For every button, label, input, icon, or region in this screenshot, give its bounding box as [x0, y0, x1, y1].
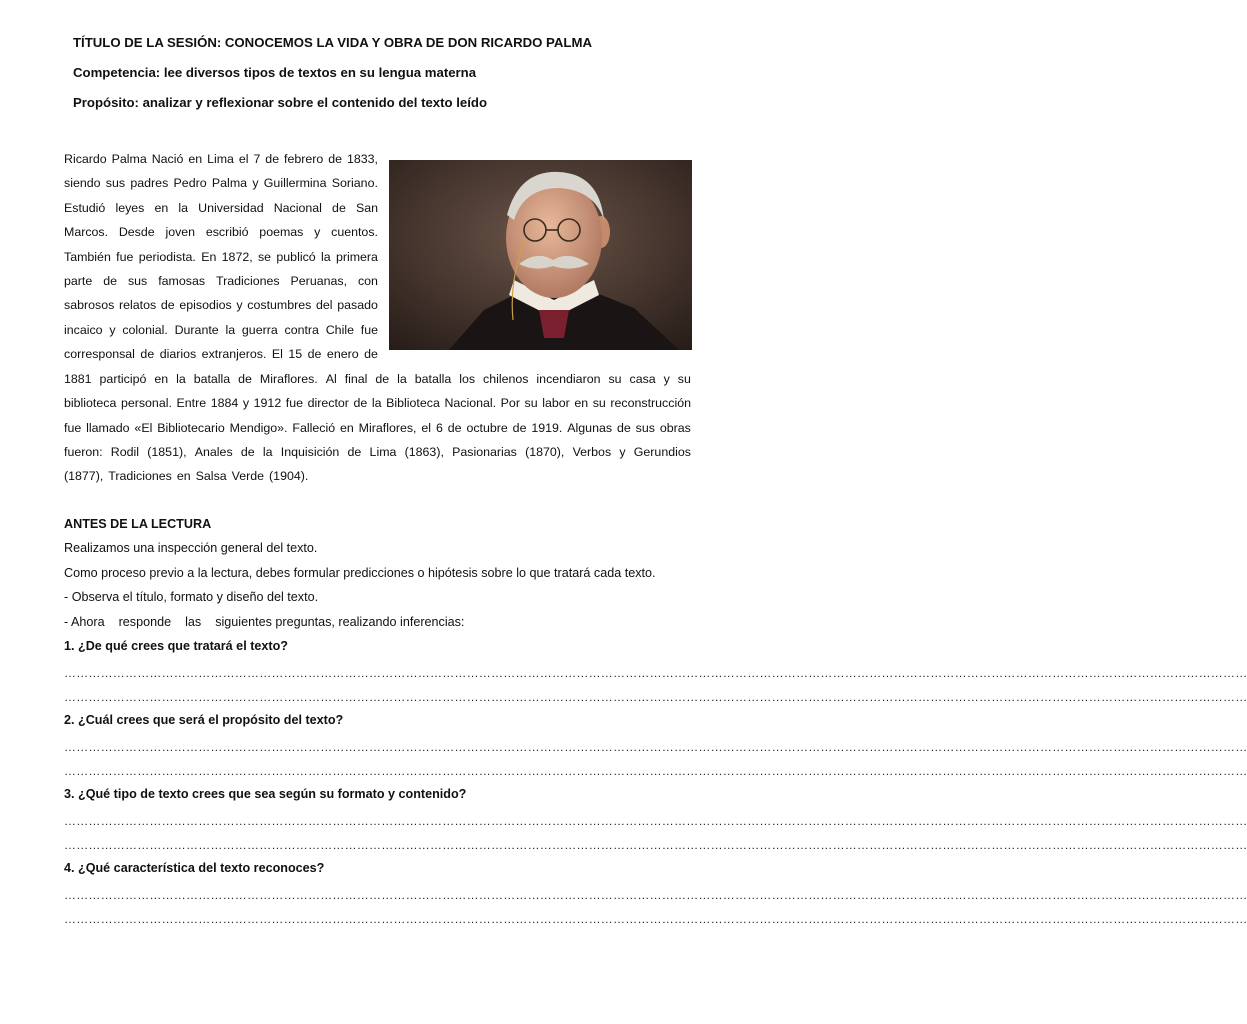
biography-word: de [140, 347, 155, 362]
biography-word: de [616, 420, 631, 435]
biography-word: publicó [276, 249, 316, 264]
biography-word: Verbos [572, 444, 612, 459]
biography-word: chilenos [483, 372, 529, 386]
biography-word: extranjeros. [201, 347, 267, 362]
question-1: 1. ¿De qué crees que tratará el texto? [64, 639, 288, 653]
biography-line [64, 296, 378, 314]
biography-word: sus [635, 420, 655, 435]
biography-word: y [109, 322, 116, 337]
antes-de-la-lectura-heading: ANTES DE LA LECTURA [64, 517, 212, 531]
biography-word: Miraflores, [358, 420, 417, 435]
biography-word: Soriano. [331, 176, 378, 191]
biography-word: de [307, 347, 322, 362]
biography-word: (1851), [147, 444, 187, 459]
biography-word: de [265, 152, 280, 166]
biography-word: 1881 [64, 372, 92, 386]
biography-word: Peruanas, [290, 274, 348, 288]
biography-word: poemas [259, 225, 304, 240]
biography-word: 1884 [210, 396, 239, 411]
biography-word: en [154, 372, 169, 386]
biography-word: colonial. [122, 322, 168, 337]
biography-word: famosas [158, 274, 206, 288]
biography-word: 1919. [531, 420, 563, 435]
biography-word: director [307, 396, 349, 411]
answer-line[interactable]: ………………………………………………………………………………………………………………………………………………………………………………………………………………………………………………………………… [64, 814, 1247, 828]
biography-word: Pedro [173, 176, 207, 191]
biography-word: la [371, 396, 382, 411]
biography-word: 1912 [253, 396, 282, 411]
biography-word: periodista. [138, 249, 196, 264]
biography-word: fue [285, 396, 304, 411]
biography-word: Desde [118, 225, 155, 240]
biography-word: joven [165, 225, 196, 240]
biography-word: con [357, 274, 378, 288]
biography-word: de [160, 298, 175, 313]
biography-word: casa [629, 372, 656, 386]
question-4: 4. ¿Qué característica del texto reconoces? [64, 861, 325, 875]
biography-word: su [677, 372, 691, 386]
biography-word: diarios [159, 347, 197, 362]
biography-word: 1833, [346, 152, 378, 166]
instruction-paragraph-4: - Ahora responde las siguientes preguntas, realizando inferencias: [64, 615, 465, 629]
biography-word: Universidad [198, 200, 264, 215]
biography-word: fue [360, 322, 378, 337]
biography-word: Nacional. [444, 396, 497, 411]
biography-word: llamado [86, 420, 130, 435]
biography-word: padres [130, 176, 169, 191]
biography-word: participó [99, 372, 147, 386]
biography-word: sus [105, 176, 126, 191]
biography-word: y [252, 176, 259, 191]
biography-word: su [524, 396, 538, 411]
biography-word: En [201, 249, 217, 264]
biography-word: Inquisición [280, 444, 340, 459]
biography-word: y [314, 225, 321, 240]
biography-word: y [242, 396, 250, 411]
biography-word: Biblioteca [386, 396, 440, 411]
biography-word: Nació [151, 152, 184, 166]
biography-line [64, 419, 691, 437]
biography-word: Rodil [110, 444, 140, 459]
biography-word: de [332, 200, 346, 215]
biography-word: San [355, 200, 378, 215]
biography-word: de [375, 372, 390, 386]
instruction-paragraph-3: - Observa el título, formato y diseño del texto. [64, 590, 319, 604]
biography-word: Entre [176, 396, 207, 411]
biography-word: Por [500, 396, 520, 411]
biography-word: y [619, 444, 626, 459]
biography-word: en [176, 469, 191, 484]
biography-word: biblioteca [64, 396, 117, 411]
answer-line[interactable]: ………………………………………………………………………………………………………………………………………………………………………………………………………………………………………………………………… [64, 740, 1247, 754]
biography-word: de [238, 372, 252, 386]
biography-word: de [447, 420, 462, 435]
biography-word: cuentos. [331, 225, 378, 240]
biography-word: Lima [207, 152, 234, 166]
biography-word: febrero [284, 152, 324, 166]
question-3: 3. ¿Qué tipo de texto crees que sea según su formato y contenido? [64, 787, 467, 801]
biography-line [64, 394, 691, 412]
biography-line [64, 223, 378, 241]
biography-word: y [663, 372, 670, 386]
biography-word: Mendigo». [229, 420, 288, 435]
biography-word: labor [542, 396, 570, 411]
biography-word: 1872, [221, 249, 253, 264]
biography-word: leyes [115, 200, 145, 215]
biography-word: Gerundios [633, 444, 691, 459]
biography-word: el [238, 152, 249, 166]
biography-word: (1877), [64, 469, 104, 484]
biography-word: Verde [231, 469, 265, 484]
biography-word: El [271, 347, 283, 362]
biography-word: Guillermina [263, 176, 327, 191]
biography-line [64, 150, 378, 168]
biography-word: de [103, 274, 117, 288]
biography-word: de [512, 420, 527, 435]
biography-word: sus [127, 274, 148, 288]
biography-line [64, 199, 378, 217]
biography-word: se [257, 249, 272, 264]
biography-line [64, 321, 378, 339]
biography-word: la [320, 249, 331, 264]
question-2: 2. ¿Cuál crees que será el propósito del texto? [64, 713, 344, 727]
biography-word: Anales [194, 444, 233, 459]
biography-word: 6 [435, 420, 443, 435]
biography-word: reconstrucción [610, 396, 691, 411]
biography-word: fue [116, 249, 134, 264]
biography-word: Durante [174, 322, 219, 337]
biography-word: episodios [179, 298, 232, 313]
biography-word: Algunas [567, 420, 613, 435]
answer-line[interactable]: ………………………………………………………………………………………………………………………………………………………………………………………………………………………………………………………………… [64, 666, 1247, 680]
ricardo-palma-portrait [389, 160, 692, 350]
biography-word: en [339, 420, 354, 435]
biography-word: el [421, 420, 432, 435]
biography-word: la [176, 372, 186, 386]
biography-word: primera [335, 249, 378, 264]
biography-word: 15 [288, 347, 303, 362]
biography-word: y [236, 298, 243, 313]
biography-word: incaico [64, 322, 103, 337]
biography-word: Marcos. [64, 225, 109, 240]
biography-line [64, 467, 691, 485]
biography-word: su [608, 372, 622, 386]
biography-word: fueron: [64, 444, 103, 459]
biography-word: Tradiciones [108, 469, 172, 484]
biography-word: los [459, 372, 476, 386]
biography-word: batalla [193, 372, 231, 386]
biography-word: la [397, 372, 407, 386]
answer-line[interactable]: ………………………………………………………………………………………………………………………………………………………………………………………………………………………………………………………………… [64, 838, 1247, 852]
biography-word: Palma [111, 152, 147, 166]
biography-word: batalla [414, 372, 452, 386]
biography-word: incendiaron [536, 372, 601, 386]
instruction-paragraph-1: Realizamos una inspección general del texto. [64, 541, 318, 555]
biography-line [64, 272, 378, 290]
biography-word: la [178, 200, 189, 215]
biography-word: (1863), [404, 444, 444, 459]
biography-word: Ricardo [64, 152, 107, 166]
biography-line [64, 174, 378, 192]
biography-word: de [328, 152, 343, 166]
biography-word: Salsa [195, 469, 227, 484]
biography-word: relatos [118, 298, 157, 313]
biography-word: (1904). [269, 469, 309, 484]
biography-word: Bibliotecario [157, 420, 225, 435]
biography-word: 7 [253, 152, 261, 166]
biography-line [64, 443, 691, 461]
biography-word: Falleció [292, 420, 336, 435]
biography-word: sabrosos [64, 298, 115, 313]
biography-word: Pasionarias [452, 444, 517, 459]
biography-word: fue [64, 420, 82, 435]
biography-word: Nacional [273, 200, 322, 215]
biography-word: final [344, 372, 368, 386]
biography-word: siendo [64, 176, 101, 191]
biography-word: escribió [205, 225, 249, 240]
biography-word: (1870), [525, 444, 565, 459]
biography-word: su [592, 396, 606, 411]
biography-word: guerra [241, 322, 278, 337]
biography-word: la [262, 444, 273, 459]
biography-word: Miraflores. [259, 372, 318, 386]
biography-word: También [64, 249, 111, 264]
answer-line[interactable]: ………………………………………………………………………………………………………………………………………………………………………………………………………………………………………………………………… [64, 764, 1247, 778]
biography-word: octubre [466, 420, 508, 435]
biography-word: del [316, 298, 333, 313]
proposito-line: Propósito: analizar y reflexionar sobre el contenido del texto leído [73, 95, 488, 110]
biography-word: Estudió [64, 200, 106, 215]
competencia-line: Competencia: lee diversos tipos de textos en su lengua materna [73, 65, 477, 80]
biography-word: la [225, 322, 236, 337]
biography-word: Tradiciones [215, 274, 280, 288]
answer-line[interactable]: ………………………………………………………………………………………………………………………………………………………………………………………………………………………………………………………………… [64, 888, 1247, 902]
answer-line[interactable]: ………………………………………………………………………………………………………………………………………………………………………………………………………………………………………………………………… [64, 690, 1247, 704]
biography-line [64, 370, 691, 388]
session-title: TÍTULO DE LA SESIÓN: CONOCEMOS LA VIDA Y OBRA DE DON RICARDO PALMA [73, 35, 592, 50]
answer-line[interactable]: ………………………………………………………………………………………………………………………………………………………………………………………………………………………………………………………………… [64, 912, 1247, 926]
biography-word: contra [284, 322, 319, 337]
biography-word: de [240, 444, 255, 459]
biography-word: enero [326, 347, 359, 362]
biography-word: en [188, 152, 203, 166]
biography-line [64, 248, 378, 266]
biography-word: Palma [211, 176, 248, 191]
biography-word: corresponsal [64, 347, 135, 362]
biography-word: en [154, 200, 169, 215]
biography-word: costumbres [247, 298, 312, 313]
biography-word: Lima [369, 444, 397, 459]
biography-word: parte [64, 274, 93, 288]
biography-word: Chile [325, 322, 354, 337]
biography-word: Al [325, 372, 337, 386]
biography-word: obras [659, 420, 691, 435]
biography-line [64, 345, 378, 363]
biography-word: «El [134, 420, 153, 435]
biography-word: de [347, 444, 362, 459]
biography-word: personal. [120, 396, 172, 411]
instruction-paragraph-2: Como proceso previo a la lectura, debes formular predicciones o hipótesis sobre lo que tratará cada texto. [64, 566, 656, 580]
biography-word: en [574, 396, 589, 411]
biography-word: de [364, 347, 378, 362]
biography-word: de [353, 396, 368, 411]
biography-word: pasado [337, 298, 378, 313]
